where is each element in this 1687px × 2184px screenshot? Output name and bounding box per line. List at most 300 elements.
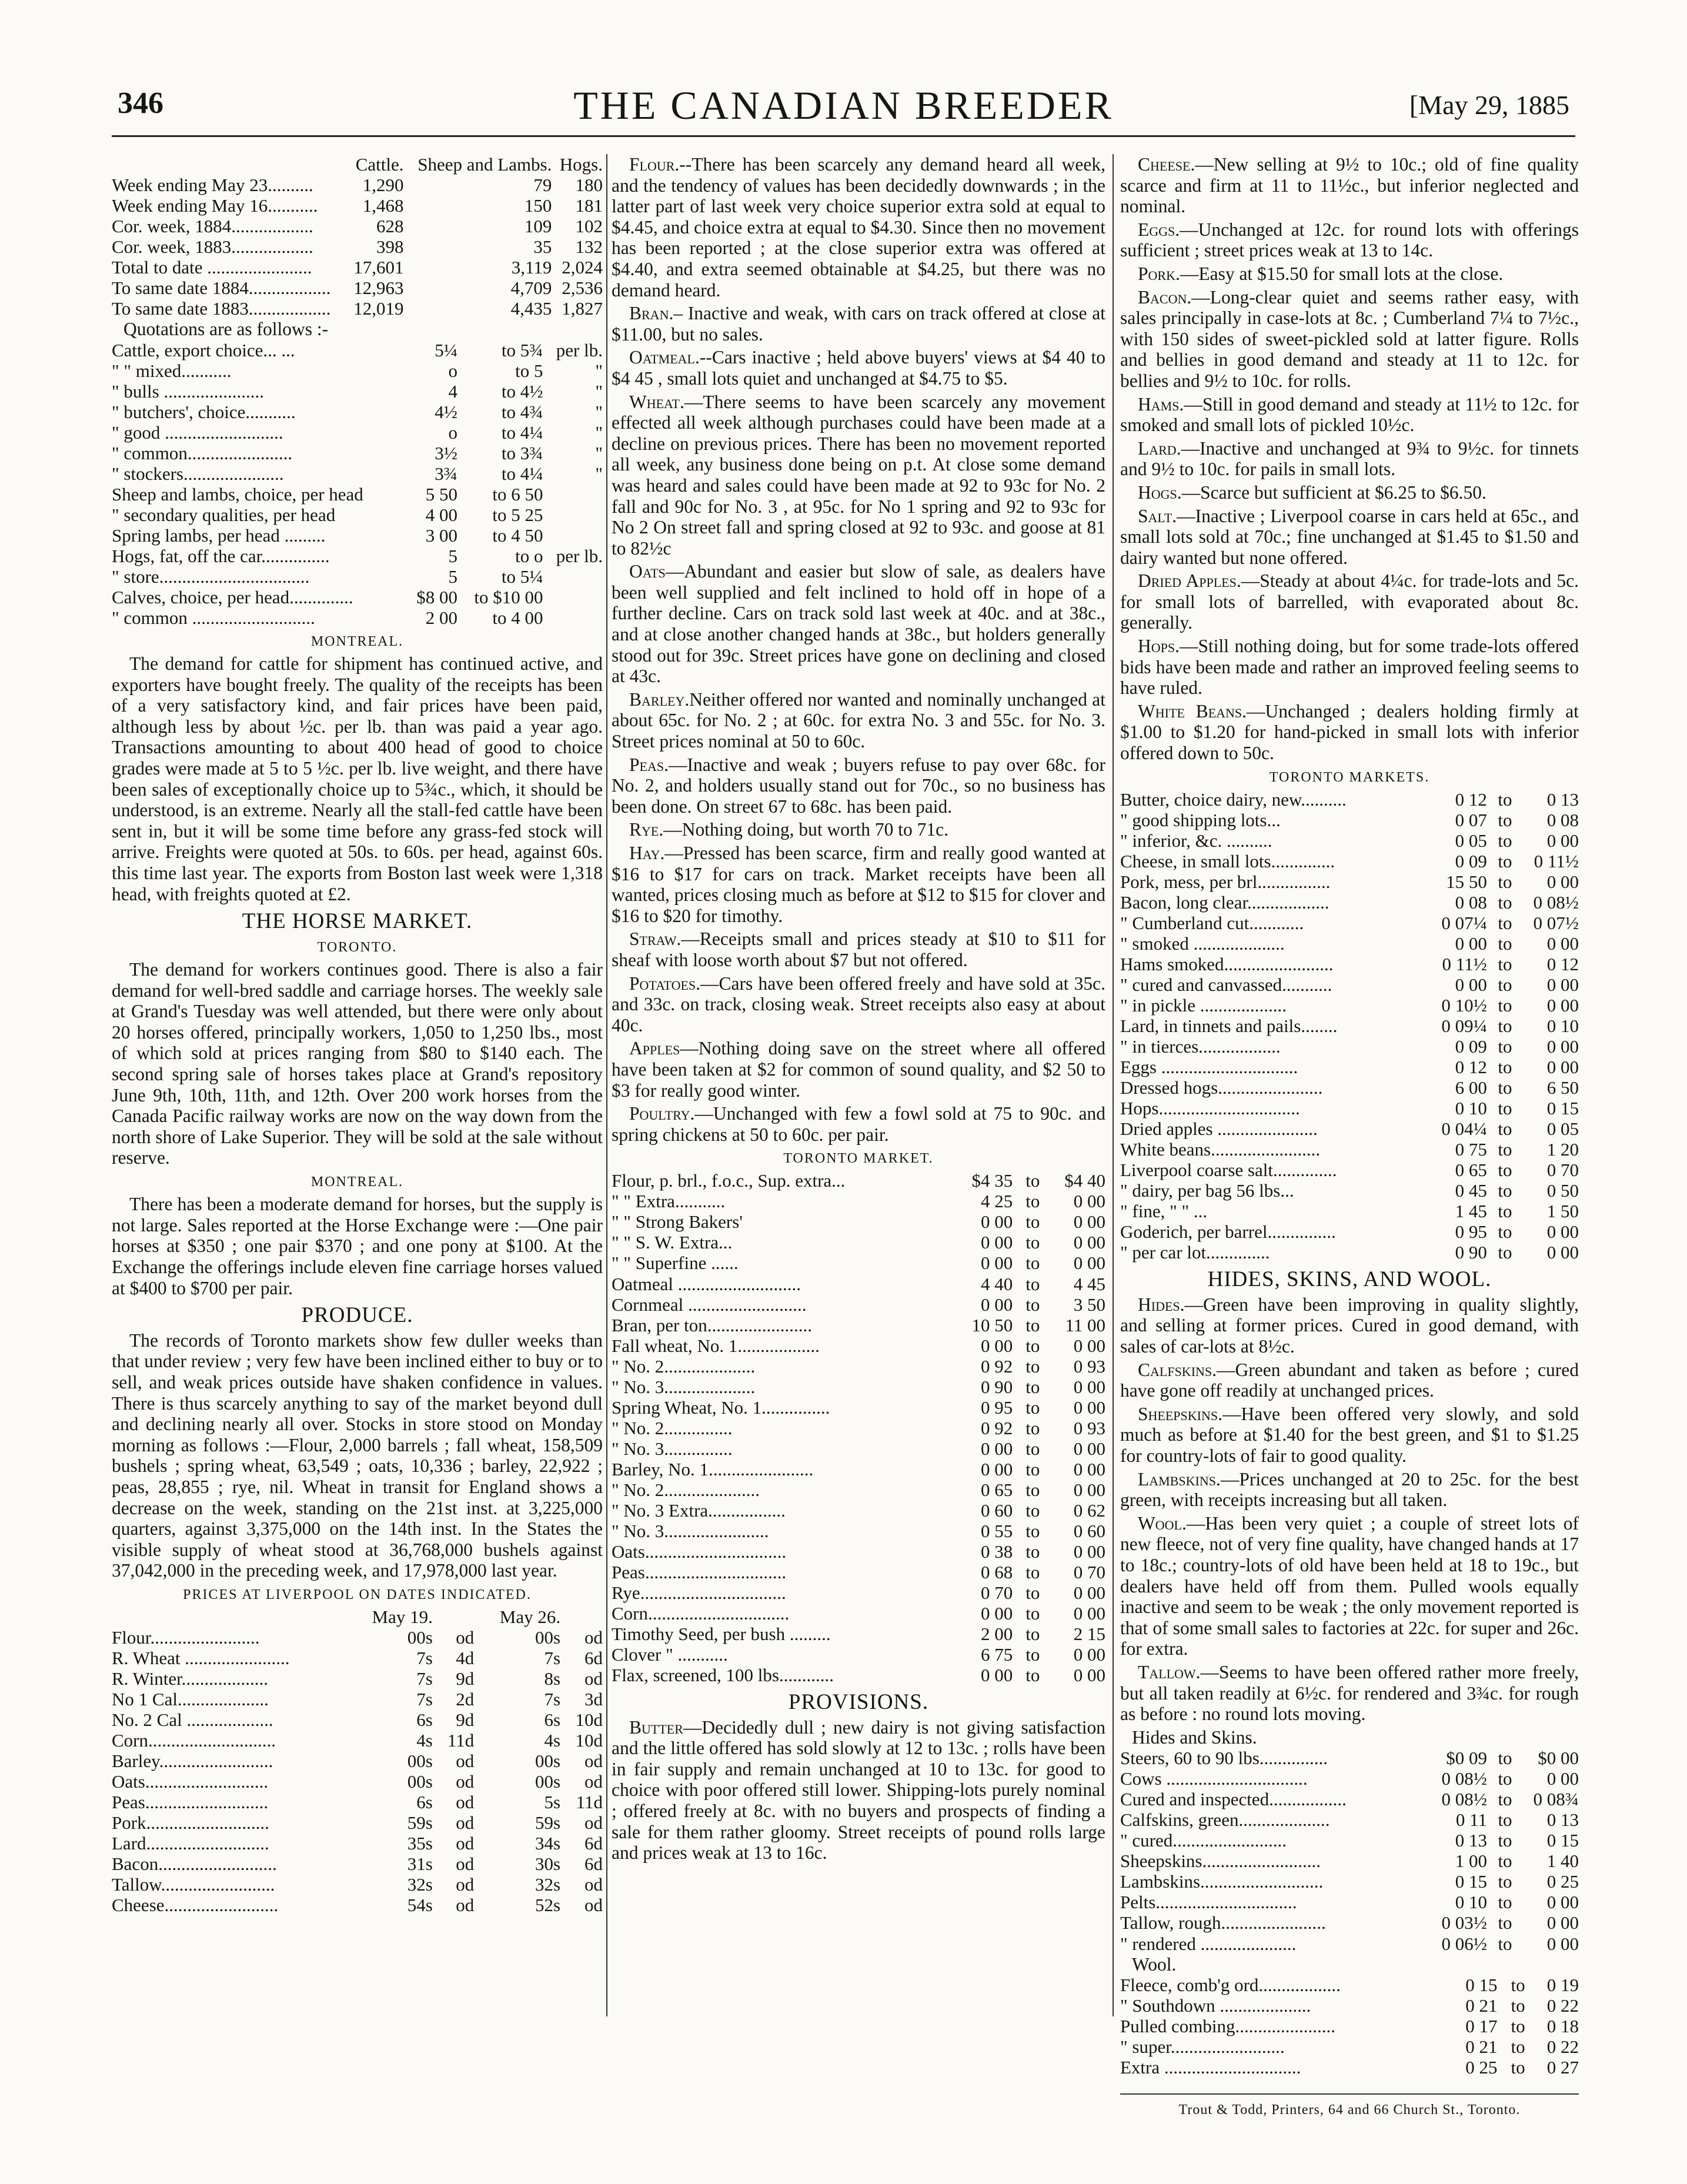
table-cell: Dressed hogs....................... xyxy=(1120,1077,1323,1098)
table-row xyxy=(1120,2036,1579,2057)
table-cell: to xyxy=(1498,1077,1512,1098)
table-cell: Dried apples ...................... xyxy=(1120,1118,1318,1139)
table-cell: 2,536 xyxy=(562,278,603,299)
table-cell: 0 00 xyxy=(1073,1191,1105,1212)
table-cell: to xyxy=(1025,1170,1040,1191)
table-cell: " " Superfine ...... xyxy=(612,1253,739,1274)
table-row xyxy=(1120,1830,1579,1851)
table-cell: 5 xyxy=(448,545,458,566)
report-paragraph xyxy=(612,754,1105,817)
table-cell: " xyxy=(595,380,603,402)
table-cell: 10d xyxy=(575,1730,603,1751)
table-header-row xyxy=(112,154,603,175)
table-cell: 1 40 xyxy=(1546,1851,1579,1872)
table-cell: 0 13 xyxy=(1546,789,1579,810)
table-cell: 0 15 xyxy=(1465,1975,1498,1996)
table-cell: 0 09 xyxy=(1455,850,1487,871)
table-cell: 0 60 xyxy=(1073,1520,1105,1541)
table-cell: $4 40 xyxy=(1064,1170,1105,1191)
table-cell: Extra .............................. xyxy=(1120,2057,1301,2078)
table-cell: Corn............................... xyxy=(612,1602,790,1624)
table-cell: 59s xyxy=(535,1812,561,1834)
report-paragraph xyxy=(1120,1469,1579,1511)
column-header xyxy=(112,154,345,175)
table-cell: to xyxy=(1025,1273,1040,1294)
table-cell: 0 05 xyxy=(1546,1118,1579,1139)
provisions-lead: Butter xyxy=(629,1717,683,1738)
paragraph-lead: Oats xyxy=(629,561,666,582)
table-cell: to xyxy=(1025,1376,1040,1397)
table-row xyxy=(612,1562,1105,1582)
table-cell: 11 00 xyxy=(1065,1314,1105,1335)
table-cell: od xyxy=(584,1751,603,1772)
table-cell: 0 22 xyxy=(1546,2036,1579,2058)
page-number: 346 xyxy=(118,86,163,120)
table-row xyxy=(612,1500,1105,1521)
table-cell: to xyxy=(1498,953,1512,974)
table-row xyxy=(112,195,603,216)
table-cell: to 4½ xyxy=(501,380,543,402)
table-cell: Flour........................ xyxy=(112,1627,260,1648)
table-cell: 54s xyxy=(407,1895,433,1916)
report-paragraph xyxy=(612,819,1105,840)
table-row xyxy=(112,1812,603,1833)
paragraph-body: Neither offered nor wanted and nominally unchanged at about 65c. for No. 2 ; at 60c. for extra No. 3 and 55c. for No. 3. Street prices nominal at 50 to 60c. xyxy=(612,689,1105,752)
table-row xyxy=(1120,1201,1579,1221)
table-cell: Bran, per ton....................... xyxy=(612,1314,812,1335)
table-cell: Cor. week, 1883.................. xyxy=(112,236,313,258)
table-cell: 4s xyxy=(544,1730,561,1751)
paragraph-lead: Hams. xyxy=(1138,393,1184,415)
table-row xyxy=(112,443,603,463)
table-cell: 0 50 xyxy=(1546,1180,1579,1201)
montreal-cattle-text: The demand for cattle for shipment has continued active, and exporters have bought freely. The quality of the receipts has been of a very satisfactory kind, and fair prices have been paid, although less by about ½c. per lb. than was paid a year ago. Transactions amounting to about 400 head of good to choice grades were made at 5 to 5 ½c. per lb. live weight, and there have been sales of exceptionally choice up to 5¾c., which, it should be understood, is an extreme. Nearly all the stall-fed cattle have been sent in, but it will be some time before any grass-fed stock will arrive. Freights were quoted at 50s. to 60s. per head, against 60s. this time last year. The exports from Boston last week were 1,318 head, with freights quoted at £2. xyxy=(112,653,603,904)
table-cell: $0 00 xyxy=(1538,1748,1579,1769)
table-cell: to 5 xyxy=(515,360,543,381)
issue-date: [May 29, 1885 xyxy=(1409,90,1569,120)
column-header: May 26. xyxy=(499,1607,561,1628)
paragraph-body: —Receipts small and prices steady at $10 to $11 for sheaf with loose worth about $7 but not offered. xyxy=(612,929,1105,970)
table-row xyxy=(612,1294,1105,1315)
table-row xyxy=(1120,1098,1579,1118)
table-cell xyxy=(543,587,603,607)
table-row xyxy=(612,1624,1105,1644)
table-cell: 0 12 xyxy=(1455,1056,1487,1077)
table-cell: to xyxy=(1498,1851,1512,1872)
table-cell: 0 00 xyxy=(1546,830,1579,851)
column-header: Cattle. xyxy=(355,154,404,175)
table-cell: 0 21 xyxy=(1465,1995,1498,2016)
paragraph-body: --There has been scarcely any demand heard all week, and the tendency of values has been decidedly downwards ; in the latter part of last week very choice superior extra sold at equal to $4.45, and choice extra at equal to $4.30. Since then no movement has been reported ; at the close superior extra was offered at $4.40, and extra seemed obtainable at $4.25, but there was no demand heard. xyxy=(612,154,1105,300)
table-cell: 32s xyxy=(535,1874,561,1895)
table-cell: per lb. xyxy=(556,339,603,360)
produce-text: The records of Toronto markets show few duller weeks than that under review ; very few have been inclined either to buy or to sell, and weak prices outside have shaken confidence in values. There is thus scarcely anything to say of the market beyond dull and declining nearly all over. Stocks in store stood on Monday morning as follows :—Flour, 2,000 barrels ; fall wheat, 158,509 bushels ; spring wheat, 63,549 ; oats, 10,336 ; barley, 22,922 ; peas, 28,855 ; rye, nil. Wheat in transit for England shows a decrease on the week, standing on the 21st inst. at 3,225,000 quarters, against 3,375,000 on the 14th inst. In the States the visible supply of wheat stood at 36,768,000 bushels against 37,042,000 in the preceding week, and 17,978,000 last year. xyxy=(112,1330,603,1581)
table-row xyxy=(612,1603,1105,1624)
table-cell: 0 00 xyxy=(1073,1397,1105,1418)
table-cell: " No. 3....................... xyxy=(612,1520,769,1541)
table-cell: Liverpool coarse salt.............. xyxy=(1120,1160,1337,1181)
table-row xyxy=(1120,1180,1579,1201)
table-cell: to xyxy=(1498,912,1512,933)
paragraph-lead: Hides. xyxy=(1138,1294,1185,1315)
table-cell xyxy=(543,484,603,505)
table-cell: 0 00 xyxy=(1546,1242,1579,1263)
table-cell: " common....................... xyxy=(112,442,293,463)
table-cell: to xyxy=(1511,2036,1525,2058)
table-cell: 0 22 xyxy=(1546,1995,1579,2016)
table-cell xyxy=(543,505,603,525)
table-row xyxy=(112,402,603,422)
table-cell: to xyxy=(1025,1644,1040,1665)
table-cell: " cured......................... xyxy=(1120,1830,1287,1851)
table-cell: 0 27 xyxy=(1546,2057,1579,2078)
table-cell: " No. 3 Extra................. xyxy=(612,1500,786,1521)
table-cell: od xyxy=(456,1751,475,1772)
horse-toronto-heading: TORONTO. xyxy=(317,939,397,955)
table-cell: per lb. xyxy=(556,545,603,566)
table-cell: 0 70 xyxy=(1546,1160,1579,1181)
table-cell: 79 xyxy=(533,175,552,196)
table-row xyxy=(112,236,603,257)
paragraph-lead: Tallow. xyxy=(1138,1661,1201,1682)
column-rule-1 xyxy=(606,154,607,2016)
table-cell: to xyxy=(1025,1232,1040,1253)
table-cell: 0 08½ xyxy=(1441,1768,1487,1789)
table-cell: Hams smoked........................ xyxy=(1120,953,1334,974)
table-cell: od xyxy=(584,1627,603,1648)
paragraph-lead: Calfskins. xyxy=(1138,1359,1217,1380)
table-cell: " Cumberland cut............ xyxy=(1120,912,1304,933)
table-cell: 0 00 xyxy=(1073,1541,1105,1562)
table-cell: " in pickle ................... xyxy=(1120,994,1287,1016)
table-cell: 5 50 xyxy=(425,483,458,505)
table-row xyxy=(1120,1789,1579,1809)
table-cell: 00s xyxy=(535,1771,561,1792)
table-cell: Oatmeal ........................... xyxy=(612,1273,801,1294)
table-cell: to xyxy=(1498,1139,1512,1160)
table-cell: Sheep and lambs, choice, per head xyxy=(112,483,363,505)
report-paragraph xyxy=(1120,1360,1579,1401)
table-cell: to xyxy=(1498,1242,1512,1263)
table-cell: 0 25 xyxy=(1546,1871,1579,1892)
table-cell: 12,019 xyxy=(353,298,404,319)
table-row xyxy=(112,1648,603,1668)
report-paragraph xyxy=(1120,482,1579,503)
table-cell xyxy=(543,525,603,546)
table-cell: 6s xyxy=(416,1792,433,1813)
table-cell: 0 00 xyxy=(1546,1892,1579,1913)
table-row xyxy=(1120,933,1579,954)
table-row xyxy=(112,1751,603,1771)
table-cell: to xyxy=(1511,2057,1525,2078)
report-paragraph xyxy=(612,154,1105,300)
table-cell: to xyxy=(1498,1160,1512,1181)
table-row xyxy=(1120,1892,1579,1912)
report-paragraph xyxy=(612,689,1105,752)
paragraph-body: —There seems to have been scarcely any movement effected all week although purchases could have been made at a decline on previous prices. There has been no movement reported all week, any business done being on p.t. At close some demand was heard and sales could have been made at 92 to 93c for No. 2 fall and 90c for No. 3 , at 95c. for No 1 spring and 92 to 93c for No 2 On street fall and spring closed at 92 to 93c. and goose at 81 to 82½c xyxy=(612,391,1105,559)
table-cell: 11d xyxy=(576,1792,603,1813)
table-row xyxy=(1120,1912,1579,1933)
table-cell: 0 06½ xyxy=(1441,1933,1487,1954)
toronto-market-heading: TORONTO MARKET. xyxy=(783,1151,934,1167)
table-cell: 4d xyxy=(456,1648,475,1669)
table-cell: 6 50 xyxy=(1546,1077,1579,1098)
table-cell: to xyxy=(1498,891,1512,913)
table-cell: 0 13 xyxy=(1455,1830,1487,1851)
toronto-markets-heading: TORONTO MARKETS. xyxy=(1269,769,1430,785)
table-cell: " fine, " " ... xyxy=(1120,1201,1208,1222)
table-cell: Week ending May 16........... xyxy=(112,195,318,216)
table-cell: 11d xyxy=(447,1730,475,1751)
table-cell: to xyxy=(1025,1253,1040,1274)
table-row xyxy=(112,278,603,298)
table-cell: to xyxy=(1025,1438,1040,1459)
wool-table xyxy=(1120,1975,1579,2078)
table-row xyxy=(1120,1160,1579,1180)
table-row xyxy=(112,607,603,628)
table-cell: " No. 2.................... xyxy=(612,1355,756,1377)
toronto-market-table xyxy=(612,1170,1105,1685)
hides-heading: HIDES, SKINS, AND WOOL. xyxy=(1207,1267,1492,1292)
report-paragraph xyxy=(612,303,1105,345)
table-cell: " store................................. xyxy=(112,566,310,587)
table-row xyxy=(1120,1077,1579,1098)
table-cell: Hops............................... xyxy=(1120,1097,1300,1118)
table-cell: " common ........................... xyxy=(112,607,315,628)
table-cell: 0 03½ xyxy=(1441,1912,1487,1933)
table-cell: to xyxy=(1498,1221,1512,1243)
column-1 xyxy=(112,154,603,1915)
table-cell: Peas........................... xyxy=(112,1792,269,1813)
table-row xyxy=(1120,1975,1579,1995)
table-cell: Lard, in tinnets and pails........ xyxy=(1120,1015,1338,1036)
livestock-receipts-table xyxy=(112,154,603,319)
table-cell: 0 11½ xyxy=(1442,953,1487,974)
wool-table-heading: Wool. xyxy=(1132,1953,1177,1975)
table-row xyxy=(612,1644,1105,1665)
table-cell: Clover " ........... xyxy=(612,1644,728,1665)
table-cell: to xyxy=(1025,1397,1040,1418)
table-cell: $0 09 xyxy=(1446,1748,1487,1769)
table-row xyxy=(1120,1036,1579,1057)
table-cell: 00s xyxy=(407,1751,433,1772)
table-cell: Peas............................... xyxy=(612,1561,787,1582)
table-cell: 0 15 xyxy=(1546,1097,1579,1118)
table-cell: 2 15 xyxy=(1073,1623,1105,1644)
report-paragraph xyxy=(612,973,1105,1036)
table-cell: 398 xyxy=(376,236,404,258)
table-cell: to xyxy=(1498,809,1512,830)
table-cell: to 6 50 xyxy=(492,483,543,505)
paragraph-lead: Dried Apples. xyxy=(1138,570,1241,592)
table-cell: 4 45 xyxy=(1073,1273,1105,1294)
table-cell: 34s xyxy=(535,1833,561,1854)
table-cell: to xyxy=(1025,1664,1040,1685)
table-cell: 59s xyxy=(407,1812,433,1834)
table-cell: to xyxy=(1025,1335,1040,1356)
table-row xyxy=(612,1541,1105,1562)
table-cell: Bacon, long clear.................. xyxy=(1120,891,1329,913)
table-cell: to 4 50 xyxy=(492,525,543,546)
table-row xyxy=(1120,1768,1579,1789)
paragraph-body: —Scarce but sufficient at $6.25 to $6.50. xyxy=(1181,482,1486,503)
table-cell: 17,601 xyxy=(353,257,404,278)
table-cell: Cor. week, 1884.................. xyxy=(112,216,313,237)
table-cell: Corn............................ xyxy=(112,1730,276,1751)
table-cell: 0 00 xyxy=(1546,974,1579,995)
table-row xyxy=(1120,1057,1579,1077)
table-cell: Cattle, export choice... ... xyxy=(112,339,295,360)
table-cell: 0 00 xyxy=(1546,1912,1579,1933)
table-row xyxy=(112,1730,603,1751)
table-cell: 0 00 xyxy=(1073,1602,1105,1624)
table-cell: To same date 1883.................. xyxy=(112,298,331,319)
report-paragraph xyxy=(1120,506,1579,569)
table-cell: od xyxy=(584,1668,603,1689)
paragraph-body: —Inactive ; Liverpool coarse in cars held at 65c., and small lots sold at 70c.; fine unchanged at $1.45 to $1.50 and dairy wanted but none offered. xyxy=(1120,505,1579,568)
table-row xyxy=(1120,2016,1579,2036)
table-cell: 0 05 xyxy=(1455,830,1487,851)
table-cell: " inferior, &c. .......... xyxy=(1120,830,1272,851)
table-cell: " good .......................... xyxy=(112,422,283,443)
table-cell: o xyxy=(448,360,458,381)
table-cell: 0 10 xyxy=(1455,1097,1487,1118)
table-row xyxy=(612,1665,1105,1685)
table-row xyxy=(612,1191,1105,1211)
table-cell: 0 00 xyxy=(1073,1211,1105,1233)
table-row xyxy=(1120,871,1579,892)
table-row xyxy=(112,1689,603,1709)
table-cell: od xyxy=(456,1854,475,1875)
table-cell: to o xyxy=(515,545,543,566)
provisions-heading: PROVISIONS. xyxy=(788,1689,929,1714)
column-header: Sheep and Lambs. xyxy=(417,154,552,175)
table-cell: Tallow......................... xyxy=(112,1874,275,1895)
paragraph-lead: Wool. xyxy=(1138,1512,1187,1534)
table-cell: Eggs .............................. xyxy=(1120,1056,1298,1077)
table-cell: to xyxy=(1498,933,1512,954)
table-cell: 7s xyxy=(544,1648,561,1669)
table-cell: " dairy, per bag 56 lbs... xyxy=(1120,1180,1294,1201)
paragraph-lead: Lard. xyxy=(1138,438,1181,459)
table-cell: 6 75 xyxy=(980,1644,1013,1665)
table-cell: 52s xyxy=(535,1895,561,1916)
table-cell: 30s xyxy=(535,1854,561,1875)
table-cell: Goderich, per barrel............... xyxy=(1120,1221,1336,1243)
table-cell: Spring lambs, per head ......... xyxy=(112,525,326,546)
report-paragraph xyxy=(1120,701,1579,764)
table-row xyxy=(612,1274,1105,1294)
table-row xyxy=(112,546,603,566)
liverpool-prices-table xyxy=(112,1607,603,1915)
report-paragraph xyxy=(612,1038,1105,1101)
table-cell: Cheese, in small lots.............. xyxy=(1120,850,1335,871)
table-row xyxy=(112,298,603,319)
table-cell: 0 95 xyxy=(1455,1221,1487,1243)
table-cell: 0 00 xyxy=(1455,933,1487,954)
table-cell: to xyxy=(1025,1623,1040,1644)
table-cell: od xyxy=(456,1792,475,1813)
table-cell: " xyxy=(595,401,603,422)
table-cell: 0 45 xyxy=(1455,1180,1487,1201)
table-cell: Pork........................... xyxy=(112,1812,269,1834)
table-cell: to $10 00 xyxy=(474,586,543,607)
table-row xyxy=(112,257,603,278)
provisions-reports xyxy=(1120,154,1579,764)
table-cell: " " Extra........... xyxy=(612,1191,726,1212)
table-row xyxy=(1120,810,1579,830)
table-cell: " xyxy=(595,463,603,484)
table-cell: 3,119 xyxy=(511,257,552,278)
table-cell: 0 00 xyxy=(1073,1253,1105,1274)
table-cell: to xyxy=(1025,1479,1040,1500)
table-row xyxy=(112,484,603,505)
table-cell: Cured and inspected................. xyxy=(1120,1789,1347,1810)
table-cell: Lambskins........................... xyxy=(1120,1871,1324,1892)
table-row xyxy=(1120,1748,1579,1768)
paragraph-lead: Hay. xyxy=(629,843,665,863)
table-row xyxy=(112,1895,603,1915)
table-cell: Hogs, fat, off the car............... xyxy=(112,545,330,566)
table-row xyxy=(612,1480,1105,1500)
table-cell: 6d xyxy=(584,1833,603,1854)
table-cell: Flour, p. brl., f.o.c., Sup. extra... xyxy=(612,1170,846,1191)
report-paragraph xyxy=(612,929,1105,970)
table-cell: 31s xyxy=(407,1854,433,1875)
table-cell: Pulled combing...................... xyxy=(1120,2016,1335,2037)
printer-imprint: Trout & Todd, Printers, 64 and 66 Church St., Toronto. xyxy=(1178,2102,1521,2118)
table-cell: 1,827 xyxy=(562,298,603,319)
table-cell: to xyxy=(1025,1541,1040,1562)
table-cell: to 4¼ xyxy=(501,463,543,484)
table-cell: 0 00 xyxy=(1546,1933,1579,1954)
horse-market-heading: THE HORSE MARKET. xyxy=(242,909,473,934)
paragraph-lead: Cheese. xyxy=(1138,154,1195,175)
table-cell: to xyxy=(1498,1015,1512,1036)
table-cell: to xyxy=(1498,1912,1512,1933)
table-cell: 0 62 xyxy=(1073,1500,1105,1521)
table-row xyxy=(1120,1221,1579,1242)
table-cell: " cured and canvassed........... xyxy=(1120,974,1332,995)
table-cell: 0 09¼ xyxy=(1441,1015,1487,1036)
hides-skins-table xyxy=(1120,1748,1579,1953)
table-cell: 4s xyxy=(416,1730,433,1751)
table-cell: 0 70 xyxy=(1073,1561,1105,1582)
paragraph-lead: Wheat. xyxy=(629,391,684,412)
table-cell: 0 00 xyxy=(1546,994,1579,1016)
table-cell: Fleece, comb'g ord.................. xyxy=(1120,1975,1341,1996)
report-paragraph xyxy=(612,843,1105,926)
provisions-body: —Decidedly dull ; new dairy is not giving satisfaction and the little offered has sold slowly at 12 to 13c. ; rolls have been in fair supply and remain unchanged at 10 to 13c. for good to choice with poor offered still lower. Shipping-lots purely nominal ; offered freely at 8c. with no buyers and prospects of finding a sale for them rather gloomy. Street receipts of pound rolls large and prices weak at 13 to 16c. xyxy=(612,1717,1105,1864)
table-cell: 0 18 xyxy=(1546,2016,1579,2037)
table-cell: 0 00 xyxy=(1546,1221,1579,1243)
paragraph-body: —Green have been improving in quality slightly, and selling at former prices. Cured in good demand, with sales of car-lots at 8½c. xyxy=(1120,1294,1579,1357)
table-cell: 180 xyxy=(575,175,603,196)
table-cell: od xyxy=(456,1771,475,1792)
table-cell: to xyxy=(1498,1748,1512,1769)
table-cell: 0 17 xyxy=(1465,2016,1498,2037)
table-cell: to 3¾ xyxy=(501,442,543,463)
paragraph-lead: Hops. xyxy=(1138,636,1180,657)
column-header: Hogs. xyxy=(559,154,603,175)
report-paragraph xyxy=(1120,287,1579,392)
table-row xyxy=(112,340,603,360)
hides-reports xyxy=(1120,1294,1579,1725)
table-cell: " smoked .................... xyxy=(1120,933,1285,954)
table-cell: 12,963 xyxy=(353,278,404,299)
table-cell: 4 xyxy=(448,380,458,402)
table-cell: No. 2 Cal ................... xyxy=(112,1709,273,1731)
